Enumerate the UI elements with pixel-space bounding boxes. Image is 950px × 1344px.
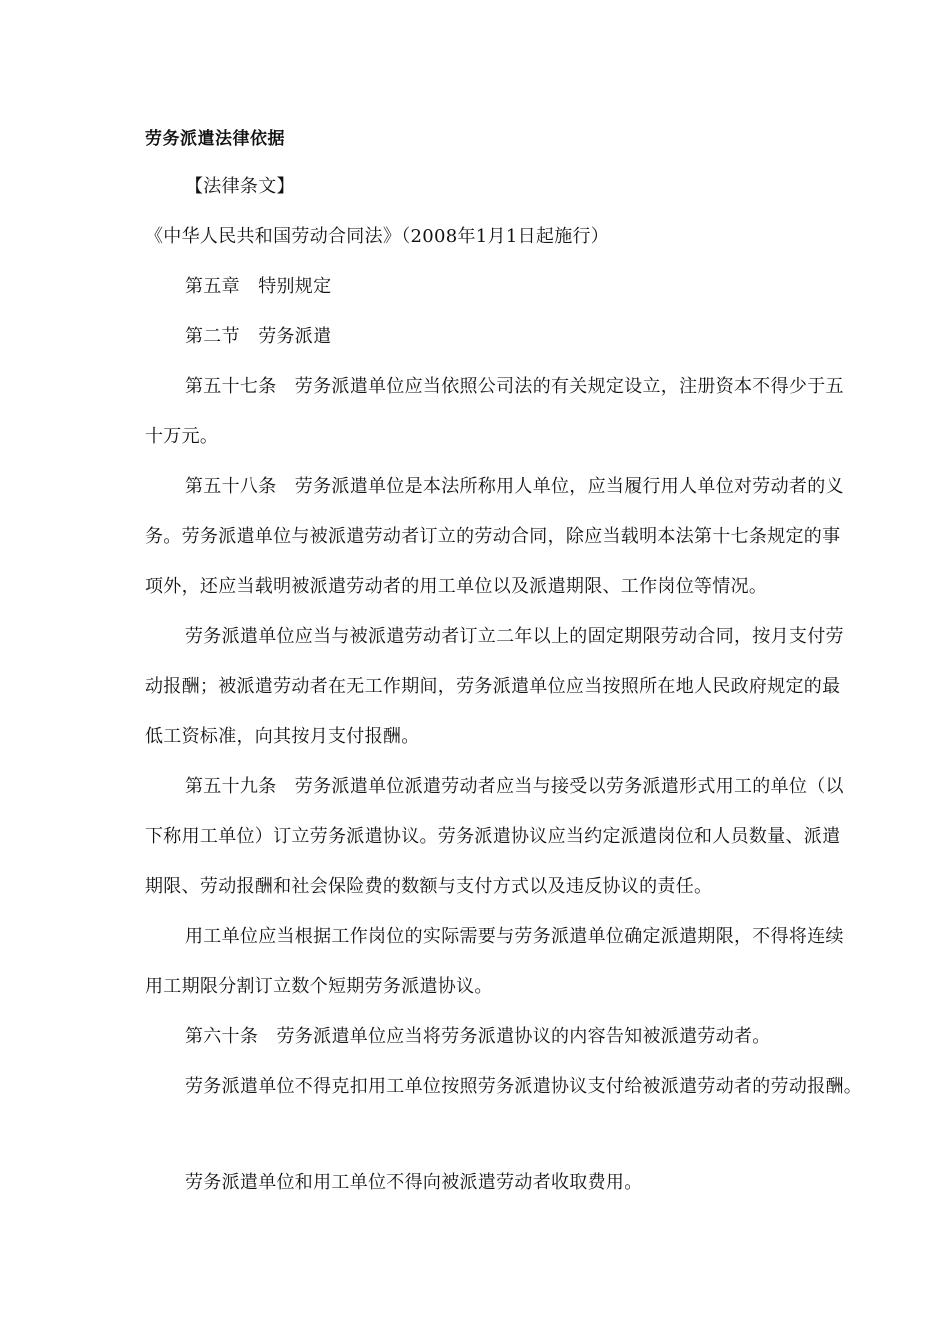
article-59-line-2: 下称用工单位）订立劳务派遣协议。劳务派遣协议应当约定派遣岗位和人员数量、派遣 [145,826,841,847]
article-59-line-3: 期限、劳动报酬和社会保险费的数额与支付方式以及违反协议的责任。 [145,876,713,897]
article-60-para2-line-1: 劳务派遣单位不得克扣用工单位按照劳务派遣协议支付给被派遣劳动者的劳动报酬。 [185,1076,863,1097]
chapter-heading: 第五章 特别规定 [185,276,332,297]
article-60-para3-line-1: 劳务派遣单位和用工单位不得向被派遣劳动者收取费用。 [185,1172,643,1193]
article-59-line-1: 第五十九条 劳务派遣单位派遣劳动者应当与接受以劳务派遣形式用工的单位（以 [185,776,844,797]
article-60-line-1: 第六十条 劳务派遣单位应当将劳务派遣协议的内容告知被派遣劳动者。 [185,1026,771,1047]
article-58-para2-line-3: 低工资标准，向其按月支付报酬。 [145,726,420,747]
article-59-para2-line-2: 用工期限分割订立数个短期劳务派遣协议。 [145,976,493,997]
section-subheading: 第二节 劳务派遣 [185,326,332,347]
section-heading: 【法律条文】 [185,176,295,197]
article-57-line-1: 第五十七条 劳务派遣单位应当依照公司法的有关规定设立，注册资本不得少于五 [185,376,844,397]
article-59-para2-line-1: 用工单位应当根据工作岗位的实际需要与劳务派遣单位确定派遣期限，不得将连续 [185,926,844,947]
article-58-line-1: 第五十八条 劳务派遣单位是本法所称用人单位，应当履行用人单位对劳动者的义 [185,476,844,497]
law-name: 《中华人民共和国劳动合同法》（2008年1月1日起施行） [145,226,610,247]
article-58-para2-line-1: 劳务派遣单位应当与被派遣劳动者订立二年以上的固定期限劳动合同，按月支付劳 [185,626,844,647]
article-58-line-3: 项外，还应当载明被派遣劳动者的用工单位以及派遣期限、工作岗位等情况。 [145,576,768,597]
article-57-line-2: 十万元。 [145,426,219,447]
article-58-para2-line-2: 动报酬；被派遣劳动者在无工作期间，劳务派遣单位应当按照所在地人民政府规定的最 [145,676,841,697]
document-title: 劳务派遣法律依据 [145,129,285,149]
article-58-line-2: 务。劳务派遣单位与被派遣劳动者订立的劳动合同，除应当载明本法第十七条规定的事 [145,526,841,547]
